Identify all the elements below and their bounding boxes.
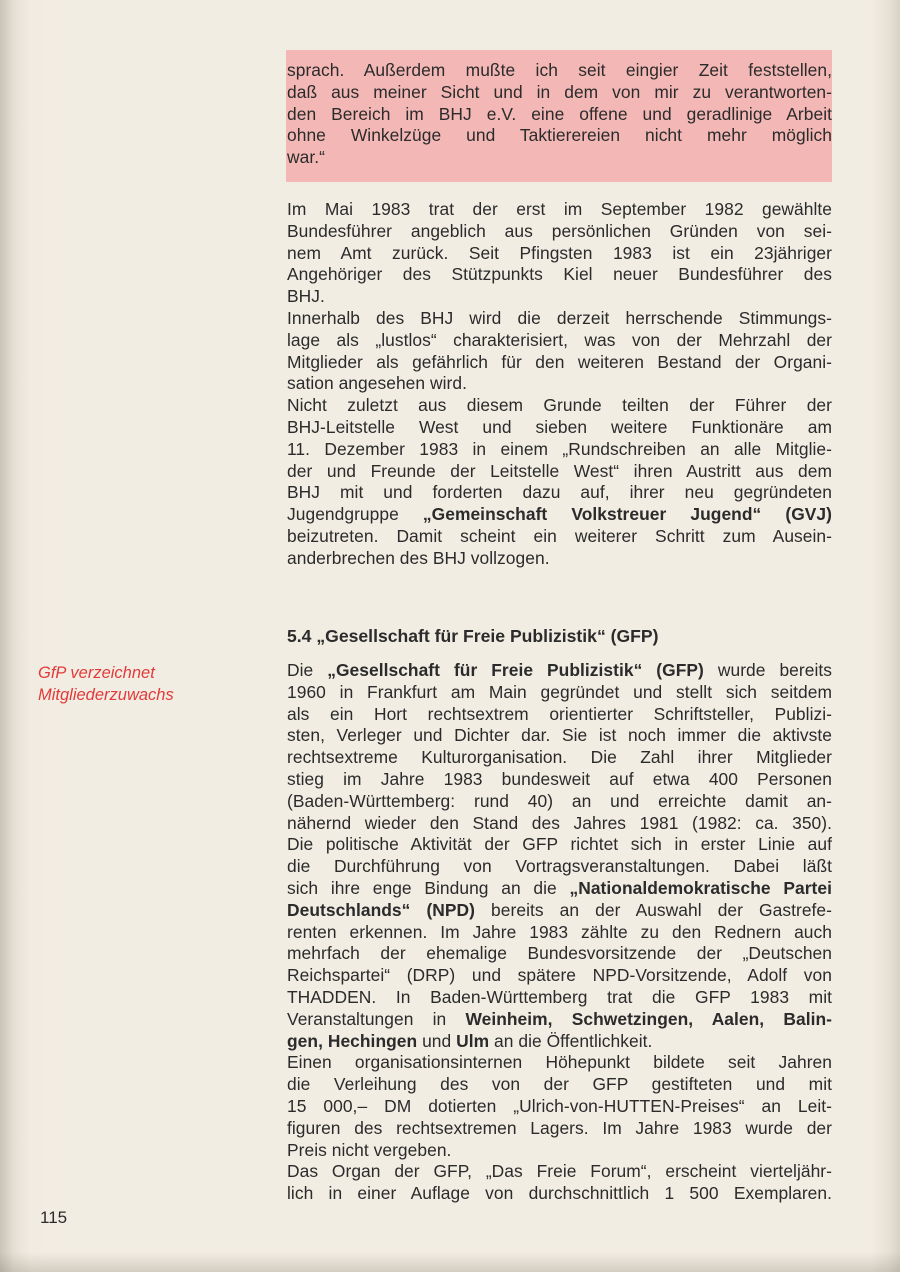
gfp-paragraphs xyxy=(287,660,832,1205)
text-line: Bundesführer angeblich aus persönlichen Gründen von sei- xyxy=(287,220,832,241)
quote-line: daß aus meiner Sicht und in dem von mir zu verantworten- xyxy=(287,81,832,102)
text-run: Jugendgruppe xyxy=(287,504,423,525)
gvj-name: „Gemeinschaft Volkstreuer Jugend“ (GVJ) xyxy=(422,504,832,525)
text-line: renten erkennen. Im Jahre 1983 zählte zu den Rednern auch xyxy=(287,921,832,942)
text-run: sich ihre enge Bindung an die xyxy=(287,877,570,898)
text-line: Mitglieder als gefährlich für den weiteren Bestand der Organi- xyxy=(287,351,832,372)
text-line: 11. Dezember 1983 in einem „Rundschreiben an alle Mitglie- xyxy=(287,438,832,459)
margin-note-line: Mitgliederzuwachs xyxy=(38,686,174,704)
text-line: als ein Hort rechtsextrem orientierter Schriftsteller, Publizi- xyxy=(287,703,832,724)
text-line: Das Organ der GFP, „Das Freie Forum“, erscheint vierteljähr- xyxy=(287,1161,832,1182)
margin-note-line: GfP verzeichnet xyxy=(38,664,155,682)
gfp-name: „Gesellschaft für Freie Publizistik“ (GFP) xyxy=(327,660,704,680)
text-line: lich in einer Auflage von durchschnittlich 1 500 Exemplaren. xyxy=(287,1183,832,1204)
text-line: sten, Verleger und Dichter dar. Sie ist noch immer die aktivste xyxy=(287,725,832,746)
text-run: wurde bereits xyxy=(703,660,832,680)
text-line xyxy=(287,900,832,922)
text-line: Im Mai 1983 trat der erst im September 1982 gewählte xyxy=(287,199,832,219)
place-names: gen, Hechingen xyxy=(287,1030,418,1051)
text-line: mehrfach der ehemalige Bundesvorsitzende der „Deutschen xyxy=(287,943,832,964)
text-run: Veranstaltungen in xyxy=(287,1008,466,1029)
text-line: THADDEN. In Baden-Württemberg trat die GFP 1983 mit xyxy=(287,986,832,1007)
text-line: (Baden-Württemberg: rund 40) an und erreichte damit an- xyxy=(287,790,832,811)
text-line xyxy=(287,1031,832,1053)
text-line: nähernd wieder den Stand des Jahres 1981 (1982: ca. 350). xyxy=(287,812,832,833)
text-run: an die Öffentlichkeit. xyxy=(489,1030,653,1051)
text-line: BHJ. xyxy=(287,286,325,307)
text-line: Nicht zuletzt aus diesem Grunde teilten der Führer der xyxy=(287,395,832,416)
text-line: figuren des rechtsextremen Lagers. Im Jahre 1983 wurde der xyxy=(287,1117,832,1138)
text-line: die Durchführung von Vortragsveranstaltungen. Dabei läßt xyxy=(287,856,832,877)
text-line: nem Amt zurück. Seit Pfingsten 1983 ist ein 23jähriger xyxy=(287,242,832,263)
npd-name: Deutschlands“ (NPD) xyxy=(287,899,475,920)
quote-paragraph xyxy=(287,60,832,169)
page-edge-shadow xyxy=(0,1252,900,1272)
text-line: der und Freunde der Leitstelle West“ ihren Austritt aus dem xyxy=(287,460,832,481)
text-line xyxy=(287,504,832,526)
text-line: Innerhalb des BHJ wird die derzeit herrschende Stimmungs- xyxy=(287,307,832,328)
text-line: anderbrechen des BHJ vollzogen. xyxy=(287,547,550,568)
page-number: 115 xyxy=(40,1208,68,1227)
place-names: Ulm xyxy=(456,1030,490,1051)
text-line xyxy=(287,660,832,682)
place-names: Weinheim, Schwetzingen, Aalen, Balin- xyxy=(465,1008,832,1029)
text-line: Die politische Aktivität der GFP richtet sich in erster Linie auf xyxy=(287,834,832,855)
npd-name: „Nationaldemokratische Partei xyxy=(569,877,832,898)
text-line: BHJ-Leitstelle West und sieben weitere Funktionäre am xyxy=(287,416,832,437)
text-line xyxy=(287,878,832,900)
text-run: und xyxy=(417,1030,457,1051)
text-line: 1960 in Frankfurt am Main gegründet und stellt sich seitdem xyxy=(287,681,832,702)
text-line: sation angesehen wird. xyxy=(287,373,467,394)
text-line: beizutreten. Damit scheint ein weiterer Schritt zum Ausein- xyxy=(287,525,832,546)
text-line: die Verleihung des von der GFP gestifteten und mit xyxy=(287,1074,832,1095)
text-line: Einen organisationsinternen Höhepunkt bildete seit Jahren xyxy=(287,1052,832,1073)
text-line: Preis nicht vergeben. xyxy=(287,1139,452,1160)
text-line: lage als „lustlos“ charakterisiert, was von der Mehrzahl der xyxy=(287,329,832,350)
bhj-paragraphs xyxy=(287,199,832,570)
text-line: 15 000,– DM dotierten „Ulrich-von-HUTTEN-Preises“ an Leit- xyxy=(287,1095,832,1116)
text-line xyxy=(287,1009,832,1031)
text-line: rechtsextreme Kulturorganisation. Die Zahl ihrer Mitglieder xyxy=(287,747,832,768)
text-run: Die xyxy=(287,660,328,680)
text-run: bereits an der Auswahl der Gastrefe- xyxy=(475,899,832,920)
text-line: stieg im Jahre 1983 bundesweit auf etwa 400 Personen xyxy=(287,768,832,789)
text-line: BHJ mit und forderten dazu auf, ihrer neu gegründeten xyxy=(287,482,832,503)
quote-line: den Bereich im BHJ e.V. eine offene und geradlinige Arbeit xyxy=(287,103,832,124)
text-line: Angehöriger des Stützpunkts Kiel neuer Bundesführer des xyxy=(287,264,832,285)
quote-line: ohne Winkelzüge und Taktierereien nicht mehr möglich xyxy=(287,125,832,146)
quote-line: sprach. Außerdem mußte ich seit eingier Zeit feststellen, xyxy=(287,60,832,80)
text-line: Reichspartei“ (DRP) und spätere NPD-Vorsitzende, Adolf von xyxy=(287,965,832,986)
quote-line: war.“ xyxy=(287,147,325,168)
section-heading: 5.4 „Gesellschaft für Freie Publizistik“ (GFP) xyxy=(287,626,659,646)
margin-note xyxy=(38,662,174,706)
